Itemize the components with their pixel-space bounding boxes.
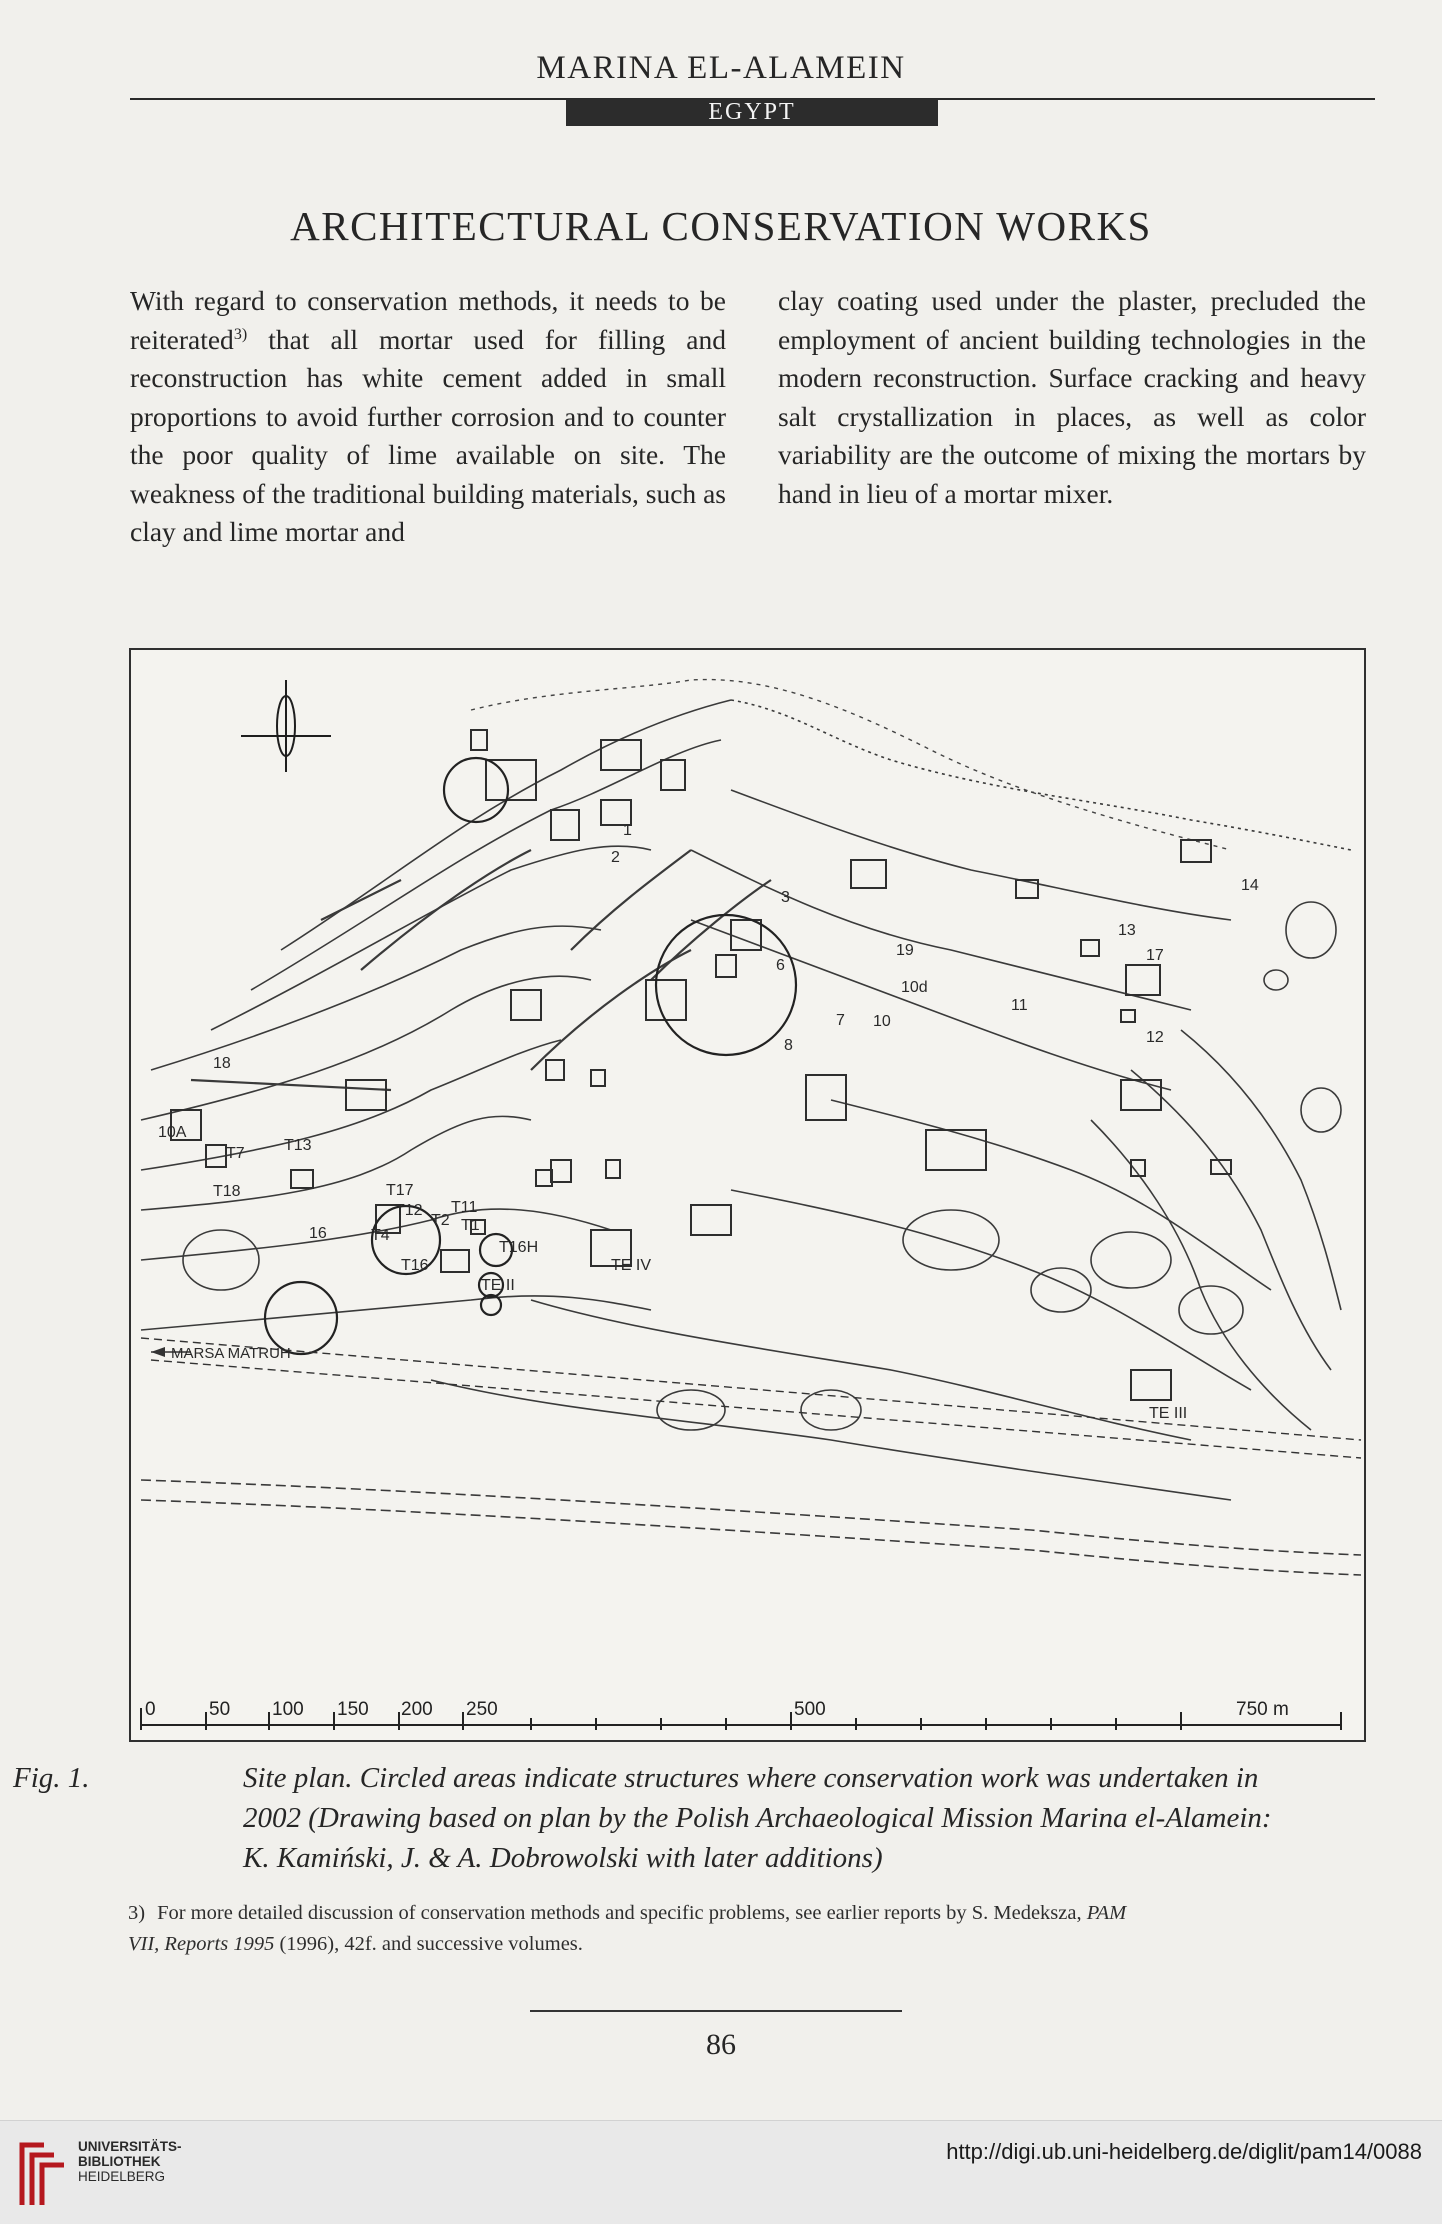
structure-label: 3 xyxy=(781,889,790,906)
figure-caption xyxy=(13,1758,1368,1878)
structure-label: 16 xyxy=(309,1225,327,1242)
structure-label: 7 xyxy=(836,1012,845,1029)
library-name-line: UNIVERSITÄTS- xyxy=(78,2139,182,2154)
structure-label: 17 xyxy=(1146,947,1164,964)
footnote-mark: 3) xyxy=(128,1902,146,1924)
body-column-right: clay coating used under the plaster, precluded the employment of ancient building technologies in the modern reconstruction. Surface cracking and heavy salt crystallization in places, as well as color variability are the outcome of mixing the mortars by hand in lieu of a mortar mixer. xyxy=(778,285,1366,509)
body-column-left xyxy=(130,282,726,552)
section-title: ARCHITECTURAL CONSERVATION WORKS xyxy=(290,203,1152,249)
structure-label: T13 xyxy=(284,1137,312,1154)
structure-label: T4 xyxy=(371,1227,390,1244)
scale-label: 750 m xyxy=(1236,1699,1289,1720)
structure-label: T16 xyxy=(401,1257,429,1274)
scale-label: 100 xyxy=(272,1699,304,1720)
caption-line-3: K. Kamiński, J. & A. Dobrowolski with later additions) xyxy=(243,1842,883,1874)
library-name-line: BIBLIOTHEK xyxy=(78,2154,161,2169)
structure-label: TE IV xyxy=(611,1257,652,1274)
caption-line-1: Site plan. Circled areas indicate structures where conservation work was undertaken in xyxy=(243,1762,1259,1794)
footnote-journal: PAM xyxy=(1086,1902,1127,1924)
structure-label: T12 xyxy=(395,1202,423,1219)
scale-label: 150 xyxy=(337,1699,369,1720)
body-text-left-1: With regard to conservation methods, it needs to be reiterated xyxy=(130,285,726,355)
structure-label: T18 xyxy=(213,1183,241,1200)
structure-label: T7 xyxy=(226,1145,245,1162)
structure-label: 10A xyxy=(158,1124,187,1141)
site-plan-figure xyxy=(129,648,1366,1742)
library-logo-icon xyxy=(14,2135,70,2209)
structure-label: T1 xyxy=(461,1217,480,1234)
structure-label: 10d xyxy=(901,979,928,996)
structure-label: 8 xyxy=(784,1037,793,1054)
scale-label: 200 xyxy=(401,1699,433,1720)
caption-line-2: 2002 (Drawing based on plan by the Polish Archaeological Mission Marina el-Alamein: xyxy=(243,1802,1272,1834)
structure-label: 14 xyxy=(1241,877,1259,894)
structure-label: 11 xyxy=(1011,997,1028,1014)
structure-label: T2 xyxy=(431,1212,450,1229)
structure-label: TE II xyxy=(481,1277,515,1294)
footnote-reference: 3) xyxy=(233,325,248,343)
footnote xyxy=(128,1898,1366,1960)
scale-label: 50 xyxy=(209,1699,231,1720)
scale-label: 0 xyxy=(145,1699,156,1720)
structure-label: TE III xyxy=(1149,1405,1188,1422)
structure-label: 19 xyxy=(896,942,914,959)
structure-label: 1 xyxy=(623,822,632,839)
structure-label: 6 xyxy=(776,957,785,974)
structure-label: 13 xyxy=(1118,922,1136,939)
body-text-left-2: that all mortar used for filling and reconstruction has white cement added in small proportions to avoid further corrosion and to counter the poor quality of lime available on site. The weakness of the traditional building materials, such as clay and lime mortar and xyxy=(130,323,726,547)
footnote-volume: VII, Reports 1995 xyxy=(128,1933,275,1955)
structure-label: 2 xyxy=(611,849,620,866)
structure-label: T16H xyxy=(499,1239,539,1256)
page-number: 86 xyxy=(706,2028,736,2061)
library-name-line: HEIDELBERG xyxy=(78,2169,166,2184)
scale-label: 250 xyxy=(466,1699,498,1720)
country-label: EGYPT xyxy=(566,99,938,126)
structure-label: T11 xyxy=(451,1199,478,1216)
scale-label: 500 xyxy=(794,1699,826,1720)
running-title: MARINA EL-ALAMEIN xyxy=(536,50,906,86)
site-plan-drawing xyxy=(131,650,1364,1740)
structure-label: T17 xyxy=(386,1182,414,1199)
library-name xyxy=(78,2139,182,2184)
structure-label: 10 xyxy=(873,1013,891,1030)
structure-label: 18 xyxy=(213,1055,231,1072)
footnote-text: For more detailed discussion of conservation methods and specific problems, see earlier reports by S. Medeksza, xyxy=(157,1902,1082,1924)
road-label: MARSA MATRUH xyxy=(171,1345,291,1362)
source-url-link[interactable]: http://digi.ub.uni-heidelberg.de/diglit/pam14/0088 xyxy=(946,2139,1422,2164)
caption-label: Fig. 1. xyxy=(13,1762,90,1794)
digitization-footer xyxy=(0,2120,1442,2224)
page-number-rule xyxy=(530,2010,902,2012)
structure-label: 12 xyxy=(1146,1029,1164,1046)
footnote-text-end: (1996), 42f. and successive volumes. xyxy=(279,1933,583,1955)
